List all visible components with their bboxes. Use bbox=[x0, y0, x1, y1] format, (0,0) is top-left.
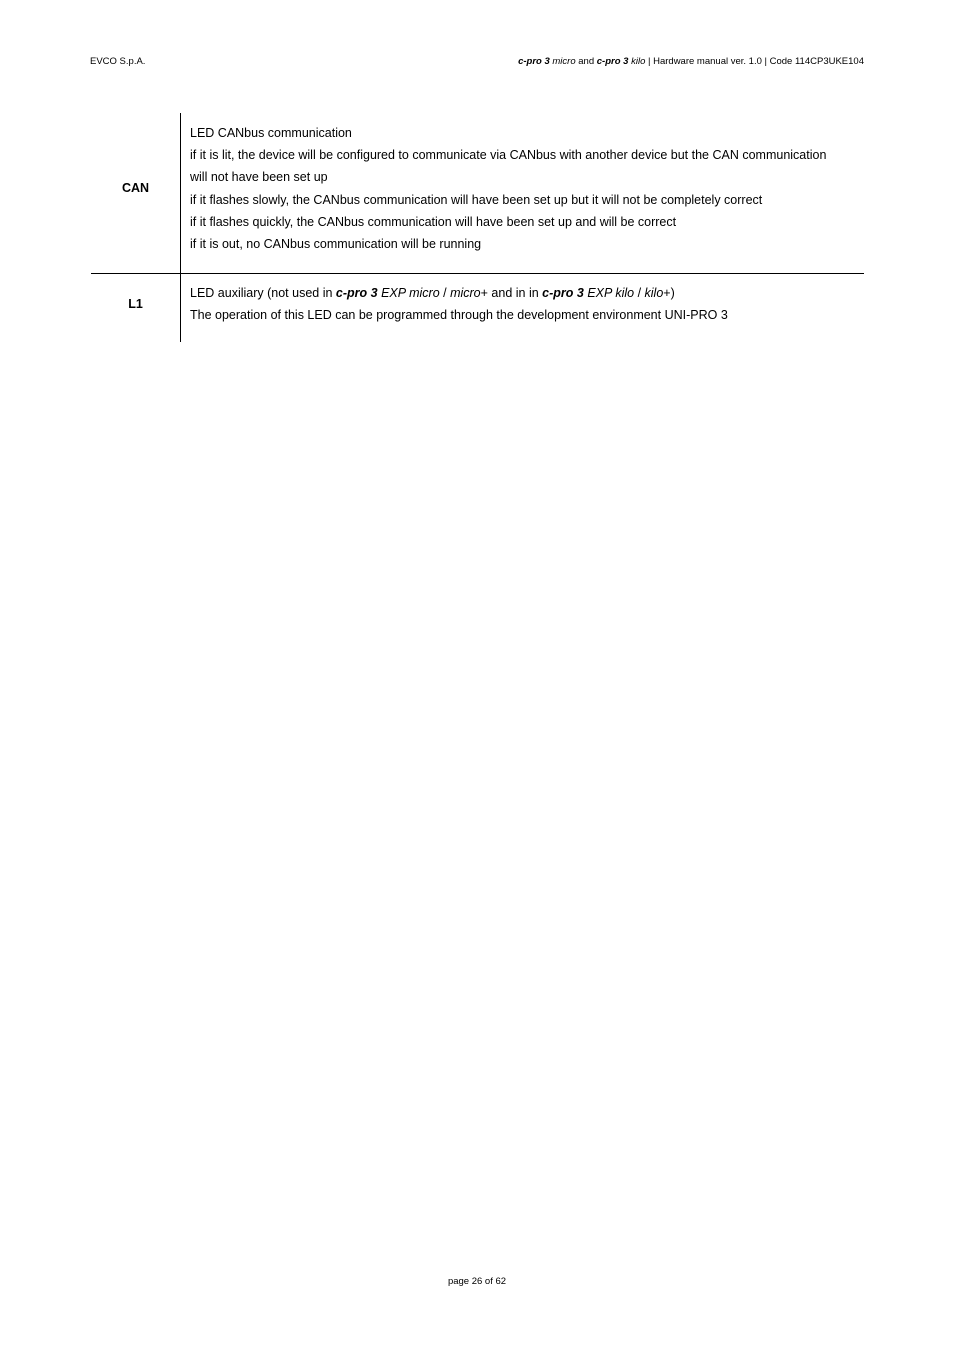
description-line: if it flashes quickly, the CANbus communication will have been set up and will be correct bbox=[190, 214, 677, 229]
table-row-l1 bbox=[91, 274, 864, 342]
description-line: if it is lit, the device will be configured to communicate via CANbus with another device but the CAN communication bbox=[190, 148, 827, 163]
header-document-info bbox=[518, 56, 864, 67]
product-variant: EXP micro bbox=[377, 286, 440, 300]
text-fragment: + and in in bbox=[480, 286, 543, 300]
page-number: page 26 of 62 bbox=[447, 1276, 507, 1287]
header-product-1: c-pro 3 bbox=[518, 56, 550, 67]
product-variant: EXP kilo bbox=[583, 286, 635, 300]
header-conjunction: and bbox=[575, 56, 597, 67]
description-line: will not have been set up bbox=[190, 170, 328, 185]
header-company: EVCO S.p.A. bbox=[90, 56, 146, 67]
text-fragment: LED auxiliary (not used in bbox=[190, 286, 336, 300]
product-variant: micro bbox=[450, 286, 481, 300]
product-name: c-pro 3 bbox=[335, 286, 378, 300]
description-line: if it flashes slowly, the CANbus communication will have been set up but it will not be completely correct bbox=[190, 192, 763, 207]
header-product-2: c-pro 3 bbox=[596, 56, 629, 67]
description-line bbox=[190, 282, 864, 304]
header-variant-2: kilo bbox=[628, 56, 646, 67]
text-fragment: / bbox=[634, 286, 645, 300]
description-line: The operation of this LED can be programmed through the development environment UNI-PRO 3 bbox=[190, 308, 728, 323]
led-table bbox=[91, 113, 864, 342]
table-row-can bbox=[91, 113, 864, 274]
row-description-can bbox=[181, 113, 864, 273]
product-variant: kilo bbox=[644, 286, 664, 300]
description-line: LED CANbus communication bbox=[190, 126, 352, 140]
row-description-l1 bbox=[181, 274, 864, 342]
text-fragment: / bbox=[439, 286, 451, 300]
header-manual-code: | Hardware manual ver. 1.0 | Code 114CP3UKE104 bbox=[645, 56, 864, 67]
description-line: if it is out, no CANbus communication will be running bbox=[190, 237, 482, 252]
row-label-l1: L1 bbox=[91, 274, 181, 342]
product-name: c-pro 3 bbox=[542, 286, 584, 300]
row-label-can: CAN bbox=[91, 113, 181, 273]
text-fragment: +) bbox=[663, 286, 675, 300]
header-variant-1: micro bbox=[549, 56, 576, 67]
